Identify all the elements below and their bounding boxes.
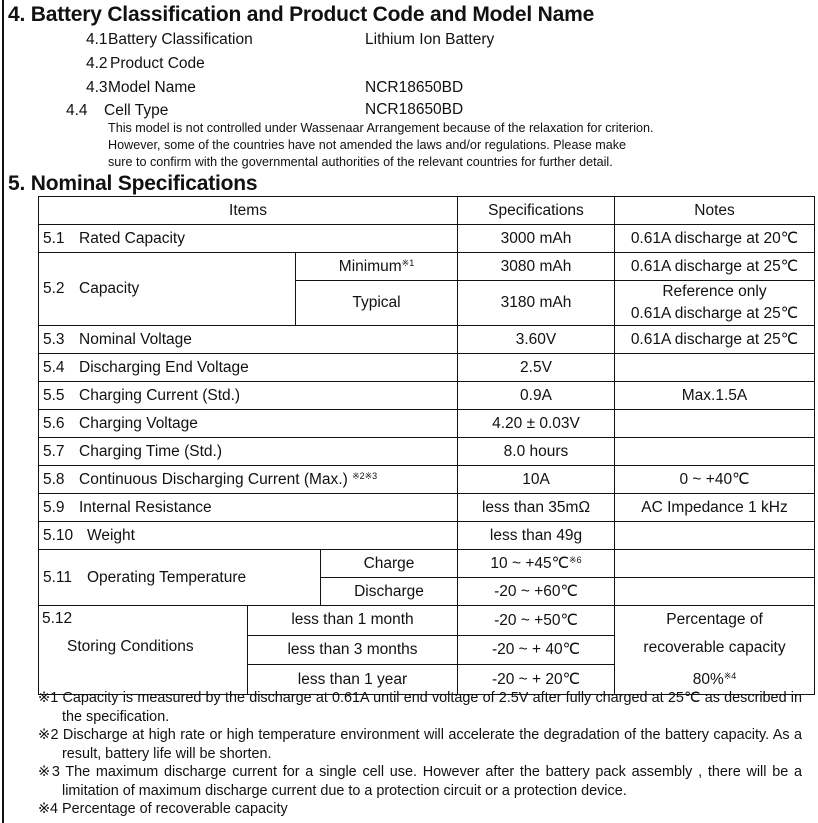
row-label: 5.4 Discharging End Voltage bbox=[39, 354, 458, 382]
row-spec: 3180 mAh bbox=[458, 281, 615, 326]
footnote-ref: ※1 bbox=[401, 257, 415, 268]
row-spec: 3000 mAh bbox=[458, 225, 615, 253]
table-row bbox=[39, 253, 815, 281]
row-note: Percentage of recoverable capacity 80%$^{※4}$ bbox=[615, 606, 815, 695]
row-sublabel: Minimum$^{※1}$ bbox=[296, 253, 458, 281]
row-spec: 3.60V bbox=[458, 326, 615, 354]
table-row bbox=[39, 550, 815, 578]
row-label: 5.7 Charging Time (Std.) bbox=[39, 438, 458, 466]
footnote-4: ※4 Percentage of recoverable capacity bbox=[38, 801, 288, 817]
item-4-4-label: Cell Type bbox=[104, 102, 169, 119]
table-row bbox=[39, 466, 815, 494]
table-row bbox=[39, 326, 815, 354]
item-4-2-number: 4.2 bbox=[86, 55, 108, 72]
row-note: 0.61A discharge at 20℃ bbox=[615, 225, 815, 253]
row-spec: less than 49g bbox=[458, 522, 615, 550]
section-5-heading: 5. Nominal Specifications bbox=[8, 172, 258, 195]
row-note: Max.1.5A bbox=[615, 382, 815, 410]
row-label: 5.5 Charging Current (Std.) bbox=[39, 382, 458, 410]
section-4-heading: 4. Battery Classification and Product Code and Model Name bbox=[8, 3, 595, 26]
table-row bbox=[39, 382, 815, 410]
wassenaar-note-line-1: This model is not controlled under Wassenaar Arrangement because of the relaxation for criterion. bbox=[108, 121, 654, 135]
row-spec: 10A bbox=[458, 466, 615, 494]
row-sublabel: less than 1 year bbox=[248, 665, 458, 695]
item-4-4-number: 4.4 bbox=[66, 102, 88, 119]
item-4-1-value: Lithium Ion Battery bbox=[365, 31, 495, 48]
row-spec: -20 ~ +60℃ bbox=[458, 578, 615, 606]
table-row bbox=[39, 438, 815, 466]
row-sublabel: Discharge bbox=[321, 578, 458, 606]
nominal-specifications-table bbox=[38, 196, 815, 695]
row-sublabel: Typical bbox=[296, 281, 458, 326]
table-row bbox=[39, 522, 815, 550]
row-spec: -20 ~ +50℃ bbox=[458, 606, 615, 636]
row-note bbox=[615, 522, 815, 550]
wassenaar-note-line-2: However, some of the countries have not amended the laws and/or regulations. Please make bbox=[108, 138, 627, 152]
footnote-3: ※3 The maximum discharge current for a single cell use. However after the battery pack assembly , there will be a limitation of maximum discharge current due to a protection circuit or a protection device. bbox=[38, 764, 802, 799]
item-4-4-value: NCR18650BD bbox=[365, 101, 464, 118]
footnote-ref: ※2※3 bbox=[352, 470, 378, 481]
row-spec: 0.9A bbox=[458, 382, 615, 410]
row-note: 0 ~ +40℃ bbox=[615, 466, 815, 494]
row-label: 5.11 Operating Temperature bbox=[39, 550, 321, 606]
row-label: 5.6 Charging Voltage bbox=[39, 410, 458, 438]
footnote-ref: ※4 bbox=[723, 671, 737, 681]
row-label: 5.2 Capacity bbox=[39, 253, 296, 326]
row-note bbox=[615, 550, 815, 578]
table-row bbox=[39, 494, 815, 522]
item-4-2-label: Product Code bbox=[110, 55, 205, 72]
row-note bbox=[615, 354, 815, 382]
header-specifications: Specifications bbox=[458, 197, 615, 225]
row-note bbox=[615, 438, 815, 466]
row-label: 5.3 Nominal Voltage bbox=[39, 326, 458, 354]
item-4-3-number: 4.3 bbox=[86, 79, 108, 96]
row-note bbox=[615, 578, 815, 606]
header-items: Items bbox=[39, 197, 458, 225]
row-label: 5.10 Weight bbox=[39, 522, 458, 550]
row-spec: 4.20 ± 0.03V bbox=[458, 410, 615, 438]
row-label: 5.1 Rated Capacity bbox=[39, 225, 458, 253]
table-row bbox=[39, 354, 815, 382]
item-4-1-number: 4.1 bbox=[86, 31, 108, 48]
item-4-3-label: Model Name bbox=[108, 79, 196, 96]
table-row bbox=[39, 606, 815, 636]
left-margin-rule bbox=[2, 0, 4, 823]
table-row bbox=[39, 410, 815, 438]
row-label: 5.8 Continuous Discharging Current (Max.) $^{※2※3}$ bbox=[39, 466, 458, 494]
row-note: Reference only 0.61A discharge at 25℃ bbox=[615, 281, 815, 326]
wassenaar-note-line-3: sure to confirm with the governmental authorities of the relevant countries for further detail. bbox=[108, 155, 613, 169]
row-sublabel: less than 1 month bbox=[248, 606, 458, 636]
row-sublabel: Charge bbox=[321, 550, 458, 578]
row-spec: 10 ~ +45℃$^{※6}$ bbox=[458, 550, 615, 578]
footnote-1: ※1 Capacity is measured by the discharge at 0.61A until end voltage of 2.5V after fully charged at 25℃ as described in the specification. bbox=[38, 690, 802, 725]
header-notes: Notes bbox=[615, 197, 815, 225]
row-note: 0.61A discharge at 25℃ bbox=[615, 253, 815, 281]
table-header-row bbox=[39, 197, 815, 225]
row-note: 0.61A discharge at 25℃ bbox=[615, 326, 815, 354]
row-spec: 3080 mAh bbox=[458, 253, 615, 281]
row-spec: less than 35mΩ bbox=[458, 494, 615, 522]
footnote-ref: ※6 bbox=[569, 555, 582, 565]
table-row bbox=[39, 225, 815, 253]
footnotes bbox=[38, 689, 802, 819]
row-spec: -20 ~ + 20℃ bbox=[458, 665, 615, 695]
row-note bbox=[615, 410, 815, 438]
row-note: AC Impedance 1 kHz bbox=[615, 494, 815, 522]
row-spec: 8.0 hours bbox=[458, 438, 615, 466]
row-label: 5.9 Internal Resistance bbox=[39, 494, 458, 522]
row-spec: 2.5V bbox=[458, 354, 615, 382]
row-sublabel: less than 3 months bbox=[248, 635, 458, 665]
footnote-2: ※2 Discharge at high rate or high temperature environment will accelerate the degradation of the battery capacity. As a result, battery life will be shorten. bbox=[38, 727, 802, 762]
item-4-3-value: NCR18650BD bbox=[365, 79, 464, 96]
row-label: 5.12 Storing Conditions bbox=[39, 606, 248, 695]
row-spec: -20 ~ + 40℃ bbox=[458, 635, 615, 665]
item-4-1-label: Battery Classification bbox=[108, 31, 253, 48]
